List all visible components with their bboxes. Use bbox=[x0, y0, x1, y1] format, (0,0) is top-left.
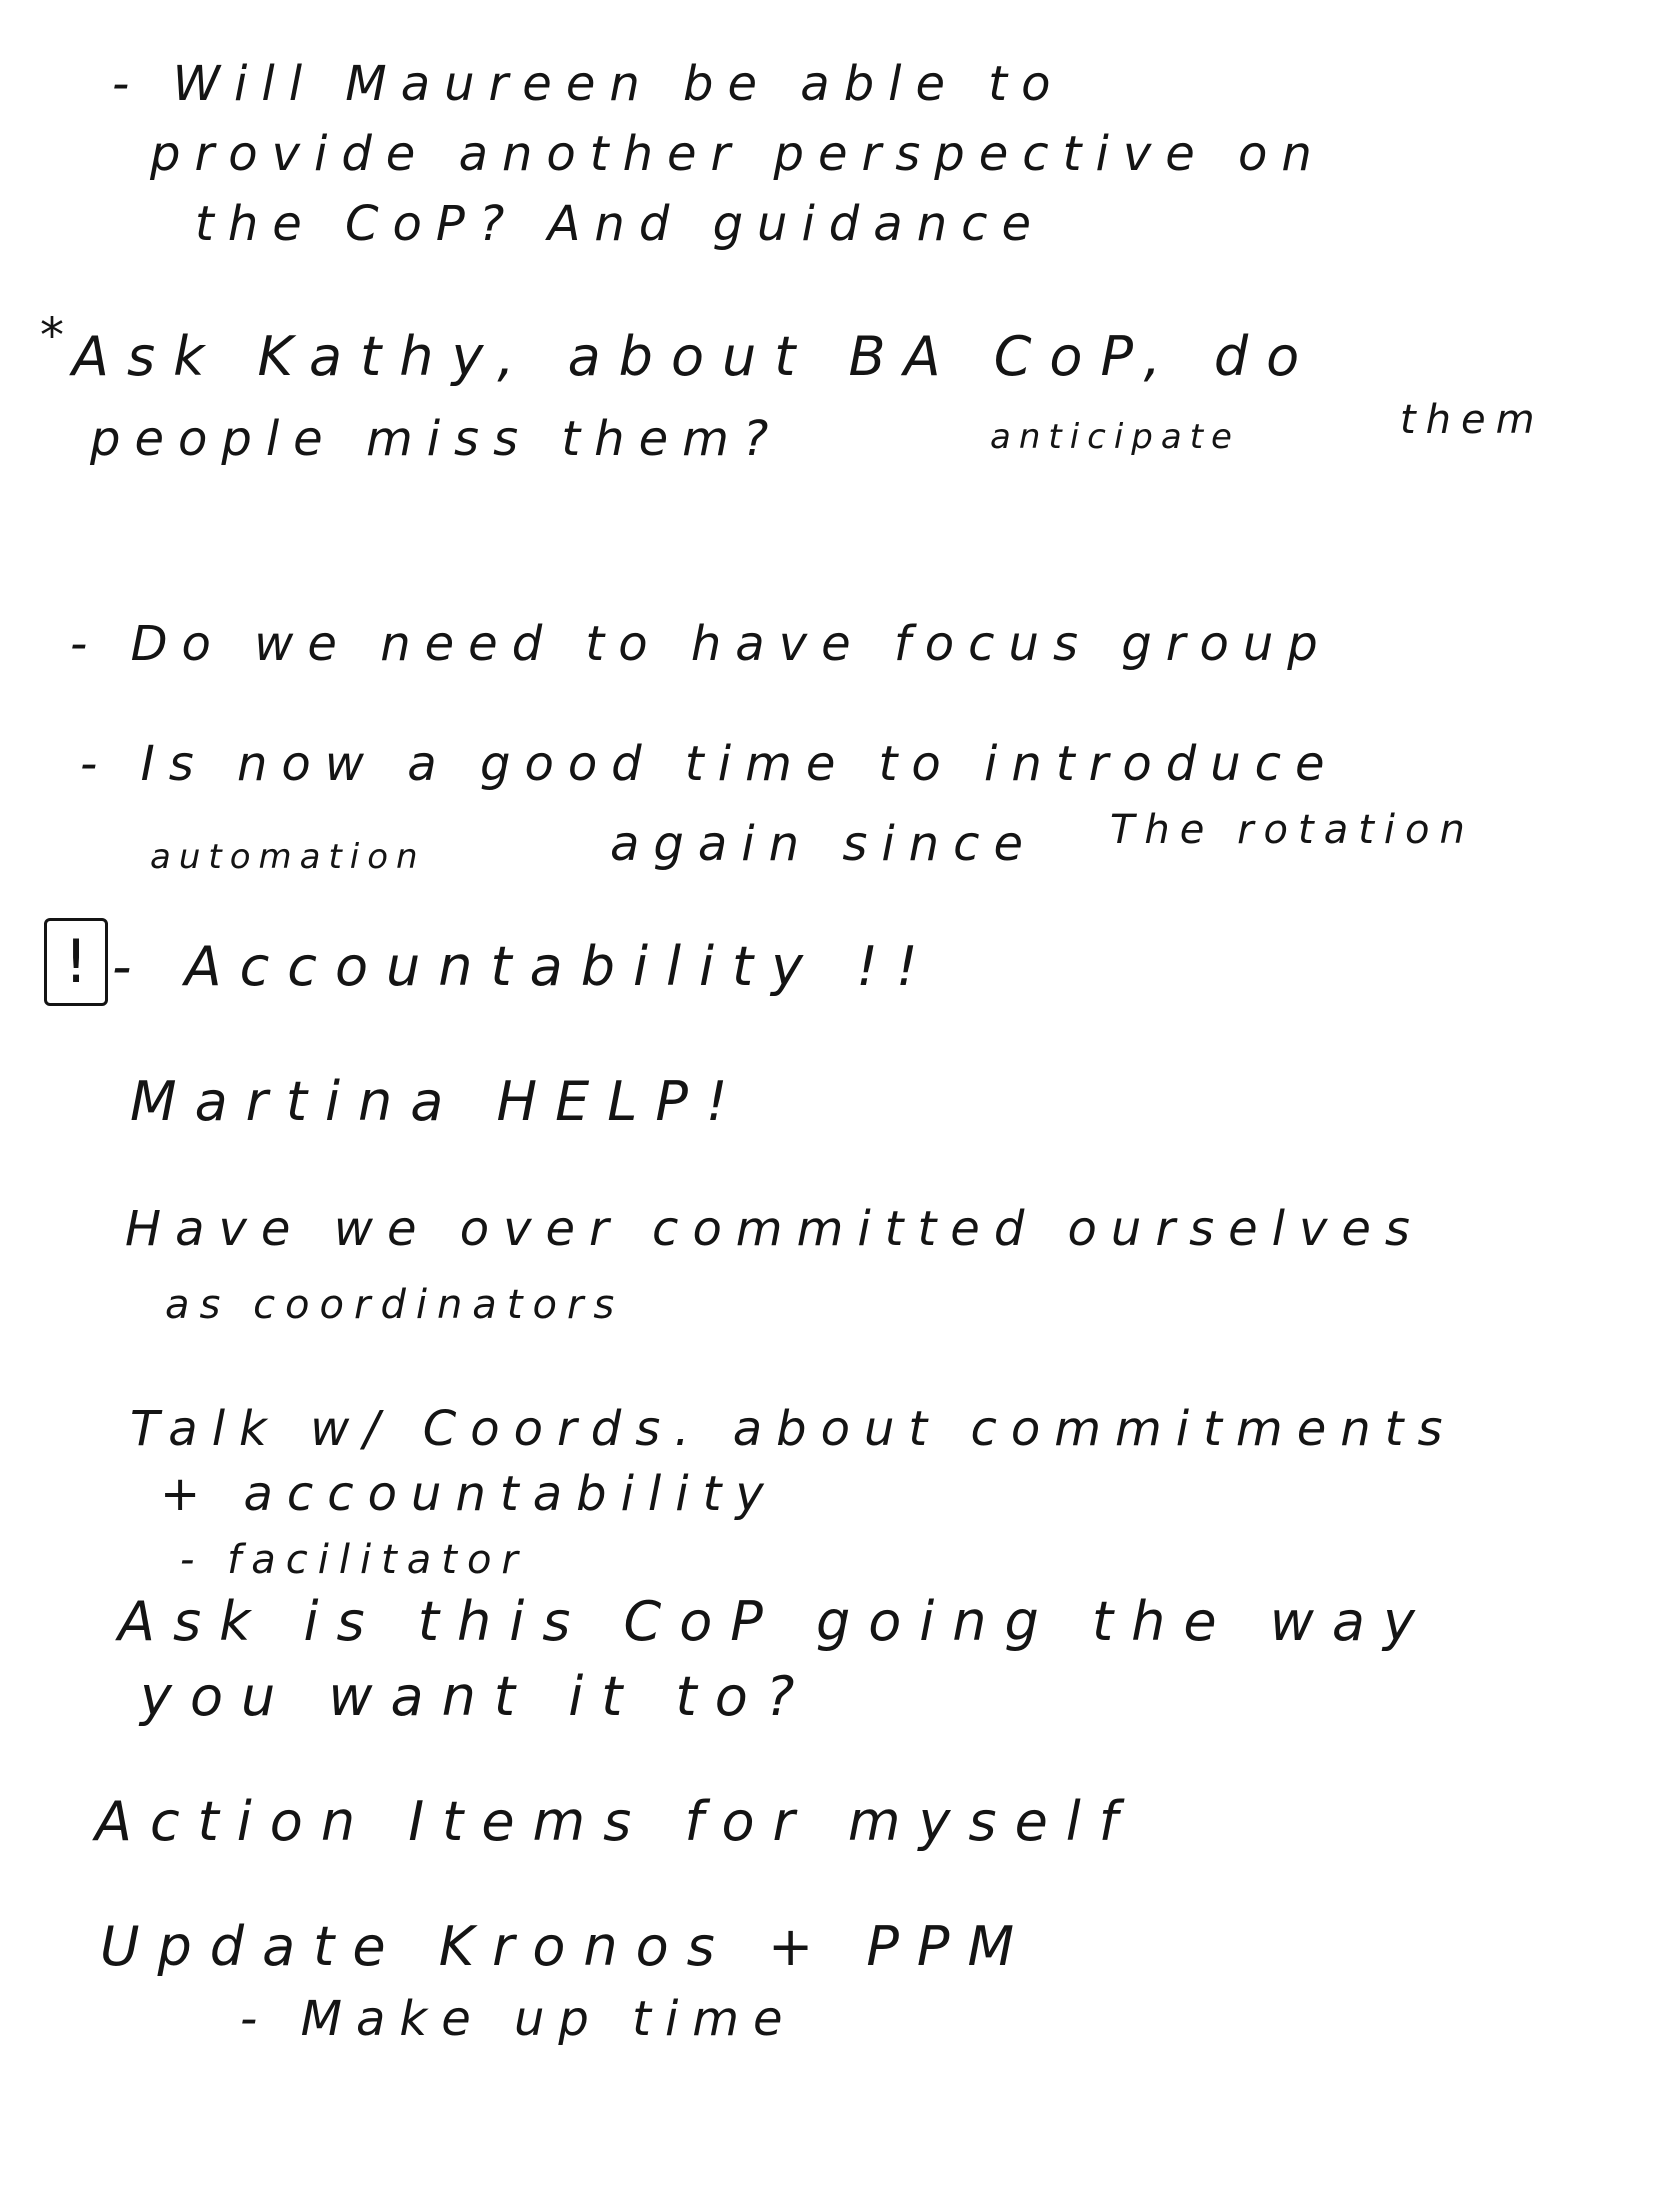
note-line-martina-help: Martina HELP! bbox=[130, 1070, 746, 1133]
note-line-people: people miss them? bbox=[90, 411, 783, 467]
note-line-talk-coords: Talk w/ Coords. about commitments bbox=[130, 1401, 1457, 1457]
note-line-facilitator: - facilitator bbox=[180, 1537, 528, 1583]
note-line-guidance: the CoP? And guidance bbox=[195, 196, 1046, 252]
note-line-automation: automation bbox=[150, 837, 426, 877]
note-line-over-committed: Have we over committed ourselves bbox=[125, 1201, 1424, 1257]
note-line-good-time: - Is now a good time to introduce bbox=[80, 736, 1339, 792]
note-line-ask-cop: Ask is this CoP going the way bbox=[118, 1590, 1433, 1653]
note-line-ask-kathy: Ask Kathy, about BA CoP, do bbox=[72, 325, 1318, 388]
note-line-action-items: Action Items for myself bbox=[95, 1790, 1136, 1853]
note-line-provide: provide another perspective on bbox=[150, 126, 1326, 182]
note-line-make-up-time: - Make up time bbox=[240, 1991, 797, 2047]
note-line-anticipate: anticipate bbox=[990, 417, 1240, 457]
exclamation-box-icon: ! bbox=[44, 918, 108, 1006]
note-line-update-kronos: Update Kronos + PPM bbox=[100, 1915, 1033, 1978]
note-line-plus-accountability: + accountability bbox=[160, 1466, 778, 1522]
note-line-again-since: again since bbox=[610, 816, 1037, 872]
note-line-coordinators: as coordinators bbox=[165, 1282, 625, 1328]
note-line-them: them bbox=[1400, 397, 1545, 443]
note-line-rotation: The rotation bbox=[1110, 807, 1475, 853]
note-line-focus-group: - Do we need to have focus group bbox=[70, 616, 1332, 672]
note-line-maureen: - Will Maureen be able to bbox=[112, 56, 1065, 112]
note-line-want-it: you want it to? bbox=[140, 1665, 813, 1728]
note-line-accountability: - Accountability !! bbox=[112, 935, 936, 998]
note-star-mark: * bbox=[40, 308, 78, 364]
